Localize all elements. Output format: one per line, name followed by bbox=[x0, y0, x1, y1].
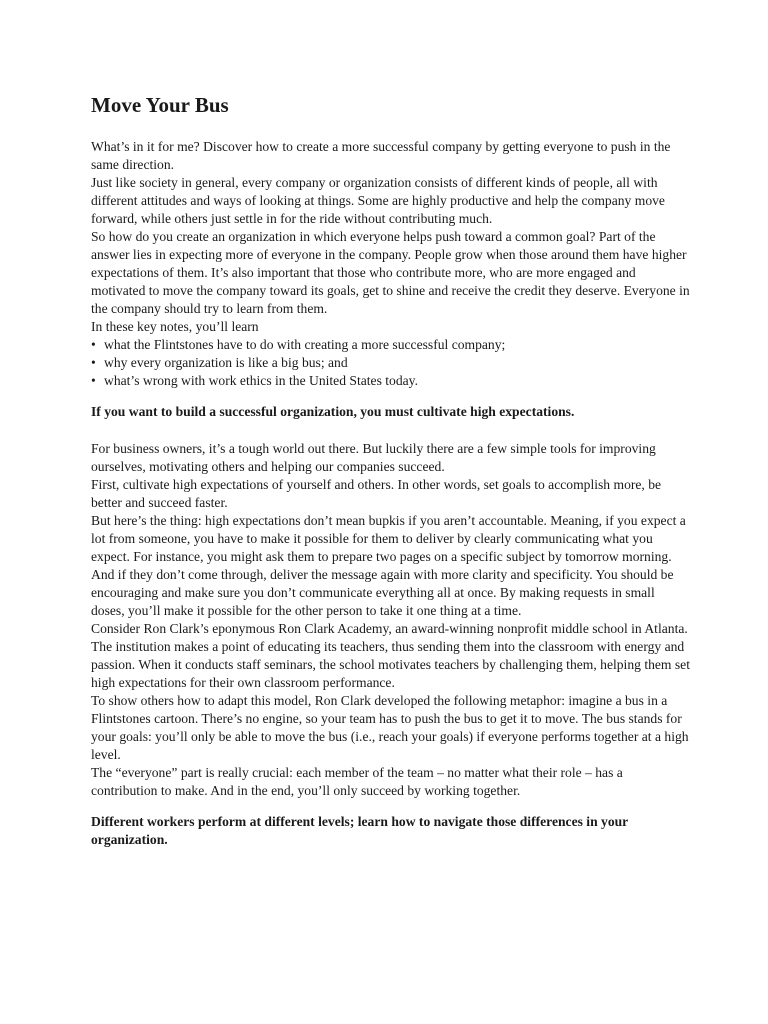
section-heading-1: If you want to build a successful organization, you must cultivate high expectations. bbox=[91, 404, 575, 419]
key-notes-list bbox=[91, 336, 691, 390]
section1-paragraph-3: But here’s the thing: high expectations don’t mean bupkis if you aren’t accountable. Meaning, if you expect a lot from someone, you have to make it possible for them to deliver by clearly communicating what you expect. For instance, you might ask them to prepare two pages on a specific subject by tomorrow morning. bbox=[91, 513, 686, 564]
list-item-text: why every organization is like a big bus; and bbox=[104, 355, 348, 370]
intro-paragraph-2: Just like society in general, every company or organization consists of different kinds of people, all with different attitudes and ways of looking at things. Some are highly productive and help the company move forward, while others just settle in for the ride without contributing much. bbox=[91, 175, 665, 226]
list-item-text: what the Flintstones have to do with creating a more successful company; bbox=[104, 337, 506, 352]
section-heading-2: Different workers perform at different levels; learn how to navigate those differences in your organization. bbox=[91, 814, 628, 847]
section1-paragraph-4: And if they don’t come through, deliver the message again with more clarity and specificity. You should be encouraging and make sure you don’t communicate everything all at once. By making requests in small doses, you’ll make it possible for the other person to take it one thing at a time. bbox=[91, 567, 674, 618]
section1-paragraph-7: The “everyone” part is really crucial: each member of the team – no matter what their role – has a contribution to make. And in the end, you’ll only succeed by working together. bbox=[91, 765, 623, 798]
list-item bbox=[91, 354, 691, 372]
intro-paragraph-3: So how do you create an organization in which everyone helps push toward a common goal? Part of the answer lies in expecting more of everyone in the company. People grow when those around them have higher expectations of them. It’s also important that those who contribute more, who are more engaged and motivated to move the company toward its goals, get to shine and receive the credit they deserve. Everyone in the company should try to learn from them. bbox=[91, 229, 690, 316]
bullet-marker: • bbox=[91, 373, 96, 388]
list-item bbox=[91, 372, 691, 390]
document-page bbox=[91, 92, 691, 849]
section1-paragraph-5: Consider Ron Clark’s eponymous Ron Clark Academy, an award-winning nonprofit middle school in Atlanta. The institution makes a point of educating its teachers, thus sending them into the classroom with energy and passion. When it conducts staff seminars, the school motivates teachers by challenging them, helping them set high expectations for their own classroom performance. bbox=[91, 621, 690, 690]
section1-paragraph-6: To show others how to adapt this model, Ron Clark developed the following metaphor: imagine a bus in a Flintstones cartoon. There’s no engine, so your team has to push the bus to get it to move. The bus stands for your goals: you’ll only be able to move the bus (i.e., reach your goals) if everyone performs together at a high level. bbox=[91, 693, 689, 762]
section1-paragraph-1: For business owners, it’s a tough world out there. But luckily there are a few simple tools for improving ourselves, motivating others and helping our companies succeed. bbox=[91, 441, 656, 474]
section1-paragraph-2: First, cultivate high expectations of yourself and others. In other words, set goals to accomplish more, be better and succeed faster. bbox=[91, 477, 662, 510]
list-item-text: what’s wrong with work ethics in the United States today. bbox=[104, 373, 418, 388]
list-item bbox=[91, 336, 691, 354]
intro-paragraph-4: In these key notes, you’ll learn bbox=[91, 319, 259, 334]
bullet-marker: • bbox=[91, 355, 96, 370]
bullet-marker: • bbox=[91, 337, 96, 352]
intro-paragraph-1: What’s in it for me? Discover how to create a more successful company by getting everyone to push in the same direction. bbox=[91, 139, 671, 172]
document-title: Move Your Bus bbox=[91, 93, 229, 117]
